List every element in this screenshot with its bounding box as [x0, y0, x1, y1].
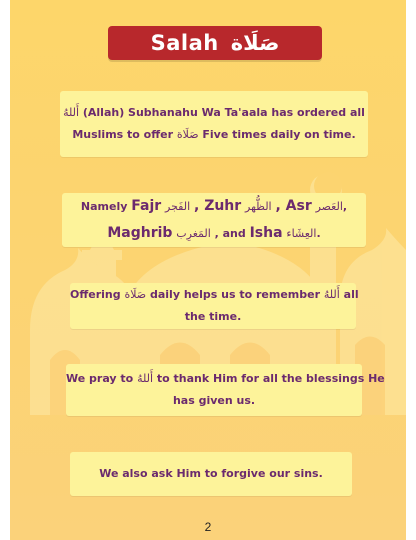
text-card-1: [60, 91, 368, 157]
text-card-4: [66, 364, 385, 416]
period: .: [316, 227, 321, 240]
fajr-arabic: الفَجر: [165, 200, 191, 213]
card-4-line-2: [66, 390, 362, 412]
card-3-line-2: [70, 306, 356, 328]
page-title-arabic: صَلَاة: [230, 31, 280, 55]
fajr-label: Fajr: [131, 198, 162, 214]
isha-label: Isha: [249, 225, 283, 241]
asr-arabic: العَصر: [315, 200, 343, 213]
page-title: Salah: [150, 31, 219, 55]
card-5-line-1: [70, 463, 352, 485]
isha-arabic: العِشَاء: [286, 227, 317, 240]
text-card-5: [70, 452, 352, 496]
title-banner: [108, 26, 322, 60]
card-1-text-pre: Muslims to offer: [72, 128, 174, 141]
card-4-text-post: to thank Him for all the blessings He: [156, 372, 385, 385]
card-5-text: We also ask Him to forgive our sins.: [99, 467, 323, 480]
text-card-3: [70, 283, 359, 329]
text-card-2: [62, 193, 366, 247]
card-1-line-2: [60, 124, 368, 146]
card-3-text-end: the time.: [184, 310, 242, 323]
card-2-line-2: [62, 220, 366, 247]
card-2-line-1: [62, 193, 366, 220]
card-1-line-1: [60, 102, 368, 124]
card-3-text-mid: daily helps us to remember: [149, 288, 321, 301]
maghrib-label: Maghrib: [107, 225, 173, 241]
and-label: , and: [214, 227, 246, 240]
card-1-text: (Allah) Subhanahu Wa Ta'aala has ordered all: [82, 106, 365, 119]
allah-arabic: أَللهُ: [137, 372, 154, 385]
salah-arabic: صَلَاة: [176, 128, 199, 141]
card-3-line-1: [70, 284, 359, 306]
asr-label: , Asr: [275, 198, 312, 214]
card-3-text-post: all: [343, 288, 359, 301]
card-1-text-post: Five times daily on time.: [202, 128, 356, 141]
namely-label: Namely: [80, 200, 128, 213]
zuhr-arabic: الظُّهر: [245, 200, 272, 213]
zuhr-label: , Zuhr: [194, 198, 242, 214]
maghrib-arabic: المَغرِب: [176, 227, 211, 240]
card-3-text-pre: Offering: [70, 288, 121, 301]
book-page: [10, 0, 406, 540]
allah-arabic: أَللهُ: [63, 106, 80, 119]
card-4-text-end: has given us.: [172, 394, 256, 407]
card-4-text-pre: We pray to: [66, 372, 134, 385]
salah-arabic: صَلَاة: [124, 288, 147, 301]
allah-arabic: أَللهُ: [323, 288, 340, 301]
page-number: 2: [204, 520, 212, 534]
comma: ,: [342, 200, 348, 213]
card-4-line-1: [66, 368, 385, 390]
